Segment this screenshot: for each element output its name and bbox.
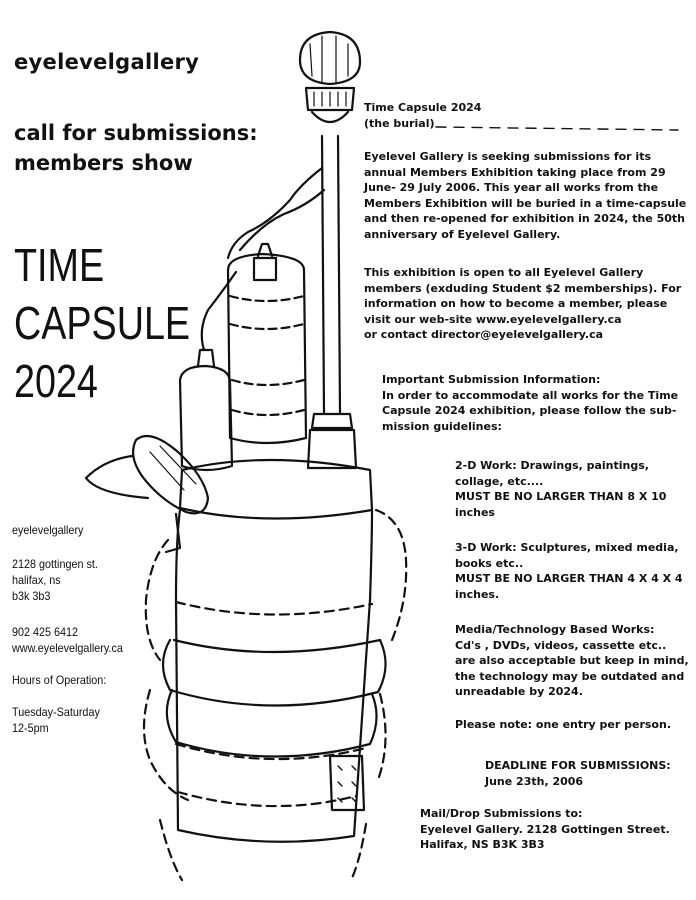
guideline-line: the technology may be outdated and bbox=[455, 669, 685, 683]
important-line: mission guidelines: bbox=[382, 419, 502, 433]
guideline-line: Cd's , DVDs, videos, cassette etc.. bbox=[455, 638, 667, 652]
intro-title: Time Capsule 2024 bbox=[364, 101, 482, 114]
important-line: Capsule 2024 exhibition, please follow the sub- bbox=[382, 404, 677, 417]
paragraph-line: or contact director@eyelevelgallery.ca bbox=[364, 328, 604, 341]
hours bbox=[12, 704, 100, 736]
headline-line-3: 2024 bbox=[14, 355, 98, 407]
guideline-line: collage, etc.... bbox=[455, 474, 544, 488]
guideline-line: are also acceptable but keep in mind, bbox=[455, 654, 689, 667]
contact-website[interactable]: www.eyelevelgallery.ca bbox=[12, 641, 123, 655]
guideline-line: 3-D Work: Sculptures, mixed media, bbox=[455, 541, 679, 554]
main-cylinder bbox=[228, 254, 306, 443]
headline bbox=[14, 236, 190, 410]
guideline-line: MUST BE NO LARGER THAN 8 X 10 bbox=[455, 490, 667, 503]
headline-line-1: TIME bbox=[14, 239, 105, 291]
contact-phone-web bbox=[12, 624, 123, 656]
paragraph-line: This exhibition is open to all Eyelevel Gallery bbox=[364, 266, 644, 279]
address-line: 2128 gottingen st. bbox=[12, 557, 98, 571]
guideline-line: Media/Technology Based Works: bbox=[455, 623, 655, 636]
entry-note: Please note: one entry per person. bbox=[455, 718, 672, 731]
intro-heading bbox=[364, 100, 481, 131]
address-line: halifax, ns bbox=[12, 573, 61, 587]
mail-submissions bbox=[420, 806, 670, 853]
contact-address bbox=[12, 556, 98, 604]
guideline-line: inches. bbox=[455, 587, 500, 601]
main-body bbox=[176, 510, 372, 842]
paragraph-line: and then re-opened for exhibition in 2024, the 50th bbox=[364, 212, 685, 225]
important-line: In order to accommodate all works for the Time bbox=[382, 388, 679, 402]
paragraph-line: annual Members Exhibition taking place from 29 bbox=[364, 165, 666, 179]
intro-paragraph-2 bbox=[364, 265, 681, 343]
paragraph-line: Eyelevel Gallery is seeking submissions for its bbox=[364, 150, 652, 163]
antenna-rod bbox=[322, 136, 340, 412]
intro-subtitle: (the burial) bbox=[364, 116, 435, 130]
antenna-knob bbox=[300, 32, 360, 84]
guideline-media bbox=[455, 622, 689, 700]
guideline-line: books etc.. bbox=[455, 556, 524, 570]
paragraph-line: anniversary of Eyelevel Gallery. bbox=[364, 227, 561, 241]
guideline-line: MUST BE NO LARGER THAN 4 X 4 X 4 bbox=[455, 572, 683, 585]
hours-label: Hours of Operation: bbox=[12, 673, 107, 687]
guideline-line: 2-D Work: Drawings, paintings, bbox=[455, 459, 649, 472]
call-line-2: members show bbox=[14, 151, 193, 175]
guideline-line: inches bbox=[455, 505, 495, 519]
hours-line: 12-5pm bbox=[12, 721, 49, 735]
deadline-label: DEADLINE FOR SUBMISSIONS: bbox=[485, 759, 671, 772]
call-for-submissions bbox=[14, 118, 258, 178]
important-info bbox=[382, 372, 678, 434]
mail-line: Eyelevel Gallery. 2128 Gottingen Street. bbox=[420, 822, 670, 836]
mail-line: Halifax, NS B3K 3B3 bbox=[420, 838, 545, 851]
guideline-3d bbox=[455, 540, 683, 602]
brand-title: eyelevelgallery bbox=[14, 50, 200, 74]
deadline bbox=[485, 758, 671, 789]
call-line-1: call for submissions: bbox=[14, 121, 258, 145]
important-title: Important Submission Information: bbox=[382, 373, 601, 386]
hours-line: Tuesday-Saturday bbox=[12, 705, 100, 719]
side-post bbox=[312, 414, 352, 428]
intro-paragraph-1 bbox=[364, 149, 686, 242]
guideline-2d bbox=[455, 458, 666, 520]
headline-line-2: CAPSULE bbox=[14, 297, 191, 349]
address-line: b3k 3b3 bbox=[12, 589, 51, 603]
wire bbox=[228, 168, 322, 258]
guideline-line: unreadable by 2024. bbox=[455, 685, 583, 698]
paragraph-line: visit our web-site www.eyelevelgallery.ca bbox=[364, 312, 622, 326]
deadline-date: June 23th, 2006 bbox=[485, 774, 584, 788]
paragraph-line: Members Exhibition will be buried in a time-capsule bbox=[364, 196, 687, 210]
paragraph-line: June- 29 July 2006. This year all works from the bbox=[364, 181, 659, 194]
contact-phone: 902 425 6412 bbox=[12, 625, 79, 639]
paragraph-line: information on how to become a member, please bbox=[364, 297, 668, 310]
dashed-shell bbox=[146, 540, 168, 660]
contact-name: eyelevelgallery bbox=[12, 523, 84, 537]
mail-line: Mail/Drop Submissions to: bbox=[420, 807, 583, 820]
paragraph-line: members (exduding Student $2 memberships). For bbox=[364, 281, 682, 295]
